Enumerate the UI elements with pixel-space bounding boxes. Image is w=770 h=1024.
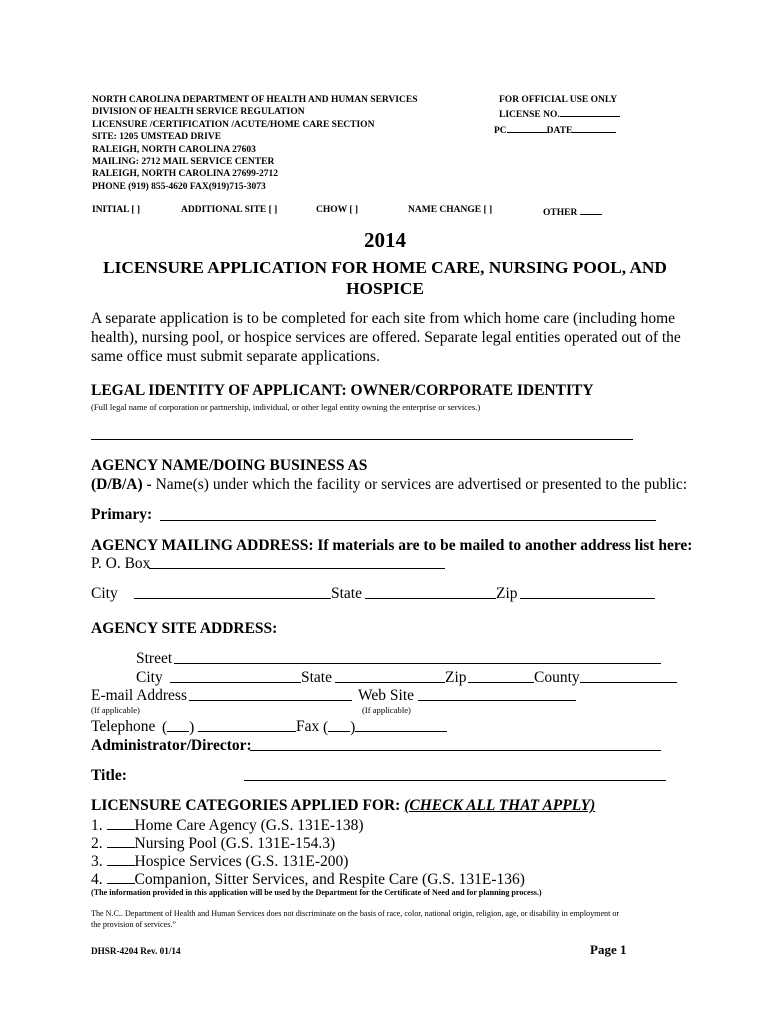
mailing-zip-label: Zip xyxy=(496,585,518,602)
categories-heading-row xyxy=(91,797,595,815)
header-line: RALEIGH, NORTH CAROLINA 27603 xyxy=(92,144,256,155)
category-number: 1. xyxy=(91,817,103,834)
website-if-applicable: (If applicable) xyxy=(362,705,411,715)
form-title-line1: LICENSURE APPLICATION FOR HOME CARE, NURSING POOL, AND xyxy=(103,258,667,277)
date-field[interactable] xyxy=(572,122,616,133)
legal-identity-heading: LEGAL IDENTITY OF APPLICANT: OWNER/CORPORATE IDENTITY xyxy=(91,382,594,399)
type-initial[interactable]: INITIAL [ ] xyxy=(92,205,141,215)
site-city-field[interactable] xyxy=(170,669,301,683)
site-heading: AGENCY SITE ADDRESS: xyxy=(91,620,278,637)
primary-label: Primary: xyxy=(91,506,153,523)
agency-name-heading: AGENCY NAME/DOING BUSINESS AS xyxy=(91,457,368,474)
form-year: 2014 xyxy=(364,228,406,252)
category-number: 3. xyxy=(91,853,103,870)
type-additional-site[interactable]: ADDITIONAL SITE [ ] xyxy=(181,205,278,215)
email-label: E-mail Address xyxy=(91,687,187,704)
header-line: DIVISION OF HEALTH SERVICE REGULATION xyxy=(92,107,305,118)
dba-label: (D/B/A) - xyxy=(91,476,156,493)
header-line: LICENSURE /CERTIFICATION /ACUTE/HOME CARE SECTION xyxy=(92,119,375,130)
pc-label: PC xyxy=(494,125,507,136)
agency-header xyxy=(92,94,417,193)
type-other[interactable] xyxy=(543,204,602,219)
website-label: Web Site xyxy=(358,687,415,704)
po-box-label: P. O. Box xyxy=(91,555,151,572)
intro-line: health), nursing pool, or hospice services are offered. Separate legal entities operated out of the xyxy=(91,329,681,346)
site-county-label: County xyxy=(534,669,580,686)
header-line: NORTH CAROLINA DEPARTMENT OF HEALTH AND HUMAN SERVICES xyxy=(92,95,418,105)
license-no-label: LICENSE NO. xyxy=(499,110,560,121)
mailing-state-label: State xyxy=(331,585,362,602)
fax-label: Fax xyxy=(296,718,320,735)
category-number: 4. xyxy=(91,871,103,888)
page-number: Page 1 xyxy=(590,942,627,957)
site-state-label: State xyxy=(301,669,332,686)
telephone-label: Telephone xyxy=(91,718,156,735)
pc-field[interactable] xyxy=(507,122,547,133)
type-name-change[interactable]: NAME CHANGE [ ] xyxy=(408,205,493,215)
category-item xyxy=(91,816,364,835)
telephone-field[interactable] xyxy=(198,718,296,732)
header-line: PHONE (919) 855-4620 FAX(919)715-3073 xyxy=(92,181,266,192)
site-zip-field[interactable] xyxy=(468,669,534,683)
legal-name-field[interactable] xyxy=(91,438,633,440)
dba-line xyxy=(91,476,687,494)
category-item xyxy=(91,834,335,853)
official-use-label: FOR OFFICIAL USE ONLY xyxy=(499,95,618,105)
site-city-label: City xyxy=(136,669,163,686)
category-label: Companion, Sitter Services, and Respite Care (G.S. 131E-136) xyxy=(134,871,525,888)
category-item xyxy=(91,852,348,871)
po-box-field[interactable] xyxy=(149,555,445,569)
category-item xyxy=(91,870,525,889)
header-line: SITE: 1205 UMSTEAD DRIVE xyxy=(92,132,222,143)
legal-identity-note: (Full legal name of corporation or partnership, individual, or other legal entity owning the enterprise or services.) xyxy=(91,402,481,412)
mailing-city-field[interactable] xyxy=(134,585,331,599)
intro-line: A separate application is to be completed for each site from which home care (including home xyxy=(91,310,676,327)
administrator-label: Administrator/Director: xyxy=(91,737,252,754)
form-title-line2: HOSPICE xyxy=(346,279,424,298)
primary-name-field[interactable] xyxy=(160,507,656,521)
other-field[interactable] xyxy=(580,204,602,215)
license-no-field[interactable] xyxy=(560,106,620,117)
site-county-field[interactable] xyxy=(580,669,677,683)
other-label: OTHER xyxy=(543,208,578,218)
header-line: RALEIGH, NORTH CAROLINA 27699-2712 xyxy=(92,169,278,180)
fax-field[interactable] xyxy=(355,718,447,732)
site-street-field[interactable] xyxy=(174,650,661,664)
email-if-applicable: (If applicable) xyxy=(91,705,140,715)
category-checkbox-home-care[interactable] xyxy=(107,816,135,830)
category-number: 2. xyxy=(91,835,103,852)
mailing-zip-field[interactable] xyxy=(520,585,655,599)
category-checkbox-hospice[interactable] xyxy=(107,852,135,866)
mailing-state-field[interactable] xyxy=(365,585,496,599)
dba-description: Name(s) under which the facility or services are advertised or presented to the public: xyxy=(155,476,688,493)
nondiscrimination-statement-cont: the provision of services.” xyxy=(91,920,176,929)
fax-area-code[interactable]: ( ) xyxy=(323,719,356,736)
site-zip-label: Zip xyxy=(445,669,467,686)
site-state-field[interactable] xyxy=(335,669,445,683)
date-label: DATE xyxy=(546,125,573,136)
intro-line: same office must submit separate applications. xyxy=(91,348,380,365)
info-use-note: (The information provided in this application will be used by the Department for the Certificate of Need and for planning process.) xyxy=(91,888,542,897)
header-line: MAILING: 2712 MAIL SERVICE CENTER xyxy=(92,157,275,168)
title-label: Title: xyxy=(91,767,127,784)
email-field[interactable] xyxy=(189,687,352,701)
categories-heading: LICENSURE CATEGORIES APPLIED FOR: xyxy=(91,797,401,814)
category-checkbox-companion[interactable] xyxy=(107,870,135,884)
category-label: Home Care Agency (G.S. 131E-138) xyxy=(134,817,364,834)
telephone-area-code[interactable]: ( ) xyxy=(162,719,195,736)
form-number: DHSR-4204 Rev. 01/14 xyxy=(91,946,181,956)
category-label: Hospice Services (G.S. 131E-200) xyxy=(134,853,349,870)
site-street-label: Street xyxy=(136,650,173,667)
category-label: Nursing Pool (G.S. 131E-154.3) xyxy=(134,835,336,852)
administrator-field[interactable] xyxy=(250,737,661,751)
website-field[interactable] xyxy=(418,687,576,701)
mailing-heading: AGENCY MAILING ADDRESS: If materials are to be mailed to another address list here: xyxy=(91,537,693,554)
intro-paragraph xyxy=(91,309,681,366)
nondiscrimination-statement: The N.C.. Department of Health and Human Services does not discriminate on the basis of race, color, national origin, religion, age, or disability in employment or xyxy=(91,909,620,918)
type-chow[interactable]: CHOW [ ] xyxy=(316,205,359,215)
primary-row xyxy=(91,506,152,524)
mailing-city-label: City xyxy=(91,585,118,602)
official-use-box xyxy=(494,94,620,137)
category-checkbox-nursing-pool[interactable] xyxy=(107,834,135,848)
title-field[interactable] xyxy=(244,767,666,781)
check-all-note: (CHECK ALL THAT APPLY) xyxy=(404,797,596,814)
